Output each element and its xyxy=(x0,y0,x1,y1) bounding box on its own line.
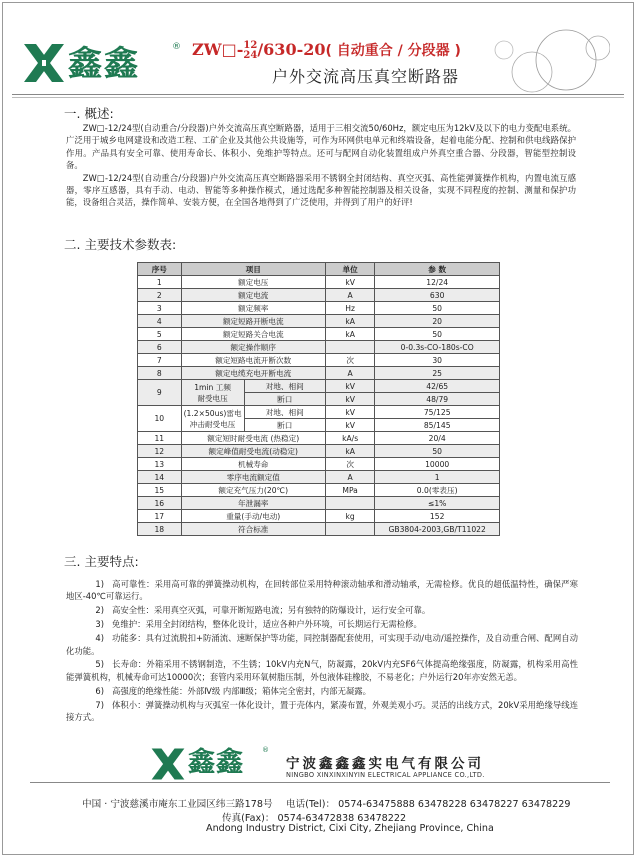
row-unit: kg xyxy=(325,510,374,523)
params-title: 二. 主要技术参数表: xyxy=(64,237,177,252)
brand-name: 鑫鑫 xyxy=(68,44,140,84)
overview-text xyxy=(66,122,576,209)
row-item: 额定电流 xyxy=(181,289,325,302)
header-divider xyxy=(12,94,624,95)
model-paren: ( 自动重合 / 分段器 ) xyxy=(325,43,461,59)
row-item: 符合标准 xyxy=(181,523,325,536)
row-item: 额定电压 xyxy=(181,276,325,289)
row-value: 48/79 xyxy=(375,393,500,406)
feature-item xyxy=(66,578,578,603)
table-row xyxy=(138,432,500,445)
feature-number: 4) xyxy=(95,633,104,644)
model-title xyxy=(192,40,461,61)
overview-title: 一. 概述: xyxy=(64,106,114,121)
row-item: 额定峰值耐受电流(动稳定) xyxy=(181,445,325,458)
row-item: 机械寿命 xyxy=(181,458,325,471)
table-row xyxy=(138,406,500,419)
feature-item xyxy=(66,632,578,657)
feature-text: 高强度的绝缘性能：外部Ⅳ级 内部Ⅲ级；箱体完全密封，内部无凝露。 xyxy=(112,685,372,696)
table-row xyxy=(138,341,500,354)
row-value: 50 xyxy=(375,328,500,341)
row-unit: MPa xyxy=(325,484,374,497)
row-no: 3 xyxy=(138,302,182,315)
row-unit: kV xyxy=(325,380,374,393)
company-address-en: Andong Industry District, Cixi City, Zhejiang Province, China xyxy=(206,823,494,834)
feature-text: 高安全性：采用真空灭弧，可靠开断短路电流；另有独特的防爆设计，运行安全可靠。 xyxy=(112,605,431,616)
company-fax: 传真(Fax)： 0574-63472838 63478222 xyxy=(222,813,407,824)
footer-registered-mark: ® xyxy=(262,746,269,754)
table-row xyxy=(138,328,500,341)
overview-paragraph-1: ZW□-12/24型(自动重合/分段器)户外交流高压真空断路器，适用于三相交流50/60Hz，额定电压为12kV及以下的电力变配电系统。广泛用于城乡电网建设和改造工程、工矿企业及其他公共设施等，可作为环网供电单元和终端设备，起着电能分配、控制和供电线路保护作用。产品具有安全可靠、使用寿命长、体积小、免维护等特点。还可与配网自动化装置组成户外真空重合器、分段器，智能型控制设备。 xyxy=(66,123,576,171)
row-item: 重量(手动/电动) xyxy=(181,510,325,523)
registered-mark: ® xyxy=(172,42,181,52)
row-item: 额定操作顺序 xyxy=(181,341,325,354)
feature-text: 免维护：采用全封闭结构，整体化设计，适应各种户外环境，可长期运行无需检修。 xyxy=(112,619,422,630)
row-value: GB3804-2003,GB/T11022 xyxy=(375,523,500,536)
feature-item xyxy=(66,658,578,683)
row-value: 10000 xyxy=(375,458,500,471)
row-value: 20 xyxy=(375,315,500,328)
row-no: 14 xyxy=(138,471,182,484)
row-no: 13 xyxy=(138,458,182,471)
row-item: 额定短路关合电流 xyxy=(181,328,325,341)
model-num-bottom: 24 xyxy=(243,49,258,61)
row-no: 16 xyxy=(138,497,182,510)
row-unit: kA xyxy=(325,328,374,341)
table-row xyxy=(138,510,500,523)
company-tel: 电话(Tel)： 0574-63475888 63478228 63478227 63478229 xyxy=(286,799,571,810)
row-value: 75/125 xyxy=(375,406,500,419)
row-no: 7 xyxy=(138,354,182,367)
footer-brand-name: 鑫鑫 xyxy=(188,747,244,778)
header-value: 参 数 xyxy=(375,263,500,276)
footer-logo xyxy=(150,746,270,782)
row-value: 0-0.3s-CO-180s-CO xyxy=(375,341,500,354)
feature-text: 高可靠性：采用高可靠的弹簧操动机构，在回转部位采用特种滚动轴承和滑动轴承，无需检修。优良的超低温特性，确保严寒地区-40℃可靠运行。 xyxy=(66,579,578,602)
feature-item xyxy=(66,618,578,630)
row-subitem: 对地、相间 xyxy=(244,406,325,419)
row-subitem: 对地、相间 xyxy=(244,380,325,393)
table-row xyxy=(138,354,500,367)
x-logo-icon xyxy=(22,42,66,84)
table-row xyxy=(138,302,500,315)
spec-table xyxy=(137,262,500,536)
row-no: 2 xyxy=(138,289,182,302)
row-no: 1 xyxy=(138,276,182,289)
row-no: 4 xyxy=(138,315,182,328)
row-unit: kV xyxy=(325,419,374,432)
row-unit: kA xyxy=(325,445,374,458)
company-name-en: NINGBO XINXINXINYIN ELECTRICAL APPLIANCE CO.,LTD. xyxy=(286,771,485,779)
brand-logo xyxy=(22,42,181,84)
row-no: 9 xyxy=(138,380,182,406)
row-value: 12/24 xyxy=(375,276,500,289)
model-suffix: /630-20 xyxy=(257,40,326,59)
feature-number: 5) xyxy=(95,659,104,670)
row-unit xyxy=(325,497,374,510)
row-item: 年泄漏率 xyxy=(181,497,325,510)
decorative-bubbles-icon xyxy=(470,28,610,98)
row-unit: A xyxy=(325,471,374,484)
footer-divider xyxy=(30,782,610,783)
overview-paragraph-2: ZW□-12/24型(自动重合/分段器)户外交流高压真空断路器采用不锈钢全封闭结构、真空灭弧、高性能弹簧操作机构，内置电流互感器，零序互感器，具有手动、电动、智能等多种操作模式，通过选配多种智能控制器及相关设备，实现不同程度的控制、测量和保护功能，设备组合灵活，操作简单、安装方便，在全国各地得到了广泛使用，并得到了用户的好评! xyxy=(66,172,576,208)
table-row xyxy=(138,315,500,328)
table-row xyxy=(138,276,500,289)
row-subitem: 断口 xyxy=(244,419,325,432)
row-item: 零序电流额定值 xyxy=(181,471,325,484)
header-unit: 单位 xyxy=(325,263,374,276)
header-divider-thin xyxy=(12,97,624,98)
row-unit: kA xyxy=(325,315,374,328)
row-no: 6 xyxy=(138,341,182,354)
company-name-cn: 宁波鑫鑫鑫实电气有限公司 xyxy=(286,756,484,772)
row-item-line-2: 耐受电压 xyxy=(197,393,228,403)
row-value: 1 xyxy=(375,471,500,484)
row-value: 85/145 xyxy=(375,419,500,432)
table-row xyxy=(138,497,500,510)
row-value: 20/4 xyxy=(375,432,500,445)
table-header-row xyxy=(138,263,500,276)
row-subitem: 断口 xyxy=(244,393,325,406)
row-item: 额定电缆充电开断电流 xyxy=(181,367,325,380)
row-value: 25 xyxy=(375,367,500,380)
row-unit: A xyxy=(325,367,374,380)
row-no: 10 xyxy=(138,406,182,432)
feature-number: 2) xyxy=(95,605,104,616)
row-value: 42/65 xyxy=(375,380,500,393)
row-item-line-2: 冲击耐受电压 xyxy=(189,419,236,429)
row-value: 50 xyxy=(375,445,500,458)
feature-number: 1) xyxy=(95,579,104,589)
row-item-line-1: 1min 工频 xyxy=(194,382,231,392)
header-no: 序号 xyxy=(138,263,182,276)
table-row xyxy=(138,458,500,471)
table-row xyxy=(138,484,500,497)
row-no: 5 xyxy=(138,328,182,341)
row-item xyxy=(181,380,244,406)
row-no: 15 xyxy=(138,484,182,497)
features-list xyxy=(66,578,578,725)
row-unit: A xyxy=(325,289,374,302)
row-unit xyxy=(325,523,374,536)
model-fraction xyxy=(243,41,257,61)
feature-text: 长寿命：外箱采用不锈钢制造，不生锈；10kV内充N气，防凝露，20kV内充SF6气体提高绝缘强度，防凝露，机构采用高性能弹簧机构，机械寿命可达10000次；套管内采用环氧树脂压制，外包液体硅橡胶，不易老化；户外运行20年亦安然无恙。 xyxy=(66,659,578,682)
model-num-top: 12 xyxy=(243,39,258,51)
table-row xyxy=(138,289,500,302)
table-row xyxy=(138,380,500,393)
row-unit: kV xyxy=(325,406,374,419)
row-no: 11 xyxy=(138,432,182,445)
row-unit: 次 xyxy=(325,354,374,367)
row-item-line-1: (1.2×50us)雷电 xyxy=(183,408,242,418)
header-item: 项目 xyxy=(181,263,325,276)
features-title: 三. 主要特点: xyxy=(64,554,139,569)
row-item: 额定短路开断电流 xyxy=(181,315,325,328)
row-item: 额定频率 xyxy=(181,302,325,315)
row-no: 8 xyxy=(138,367,182,380)
feature-number: 7) xyxy=(95,699,104,710)
row-value: 30 xyxy=(375,354,500,367)
model-prefix: ZW□- xyxy=(192,40,244,59)
row-unit xyxy=(325,341,374,354)
table-row xyxy=(138,445,500,458)
row-unit: kV xyxy=(325,276,374,289)
row-unit: kA/s xyxy=(325,432,374,445)
feature-text: 功能多：具有过流脱扣+防涌流、速断保护等功能，同控制器配套使用，可实现手动/电动/遥控操作，及自动重合闸、配网自动化功能。 xyxy=(66,633,578,656)
row-item xyxy=(181,406,244,432)
row-unit: 次 xyxy=(325,458,374,471)
row-value: 630 xyxy=(375,289,500,302)
row-value: 0.0(零表压) xyxy=(375,484,500,497)
row-item: 额定短路电流开断次数 xyxy=(181,354,325,367)
row-value: 152 xyxy=(375,510,500,523)
feature-item xyxy=(66,604,578,616)
row-no: 12 xyxy=(138,445,182,458)
feature-text: 体积小：弹簧操动机构与灭弧室一体化设计，置于壳体内，紧凑布置，外观美观小巧。灵活的出线方式，20kV采用绝缘导线连接方式。 xyxy=(66,699,578,723)
company-address: 中国 · 宁波慈溪市庵东工业园区纬三路178号 xyxy=(82,799,273,810)
feature-item xyxy=(66,699,578,724)
table-row xyxy=(138,523,500,536)
row-unit: Hz xyxy=(325,302,374,315)
row-value: ≤1% xyxy=(375,497,500,510)
feature-number: 3) xyxy=(95,619,104,630)
feature-number: 6) xyxy=(95,685,104,696)
row-unit: kV xyxy=(325,393,374,406)
table-row xyxy=(138,471,500,484)
row-no: 18 xyxy=(138,523,182,536)
x-logo-icon xyxy=(150,746,186,782)
row-item: 额定充气压力(20℃) xyxy=(181,484,325,497)
row-value: 50 xyxy=(375,302,500,315)
row-item: 额定短时耐受电流 (热稳定) xyxy=(181,432,325,445)
row-no: 17 xyxy=(138,510,182,523)
product-subtitle: 户外交流高压真空断路器 xyxy=(272,67,460,86)
table-row xyxy=(138,367,500,380)
feature-item xyxy=(66,685,578,697)
